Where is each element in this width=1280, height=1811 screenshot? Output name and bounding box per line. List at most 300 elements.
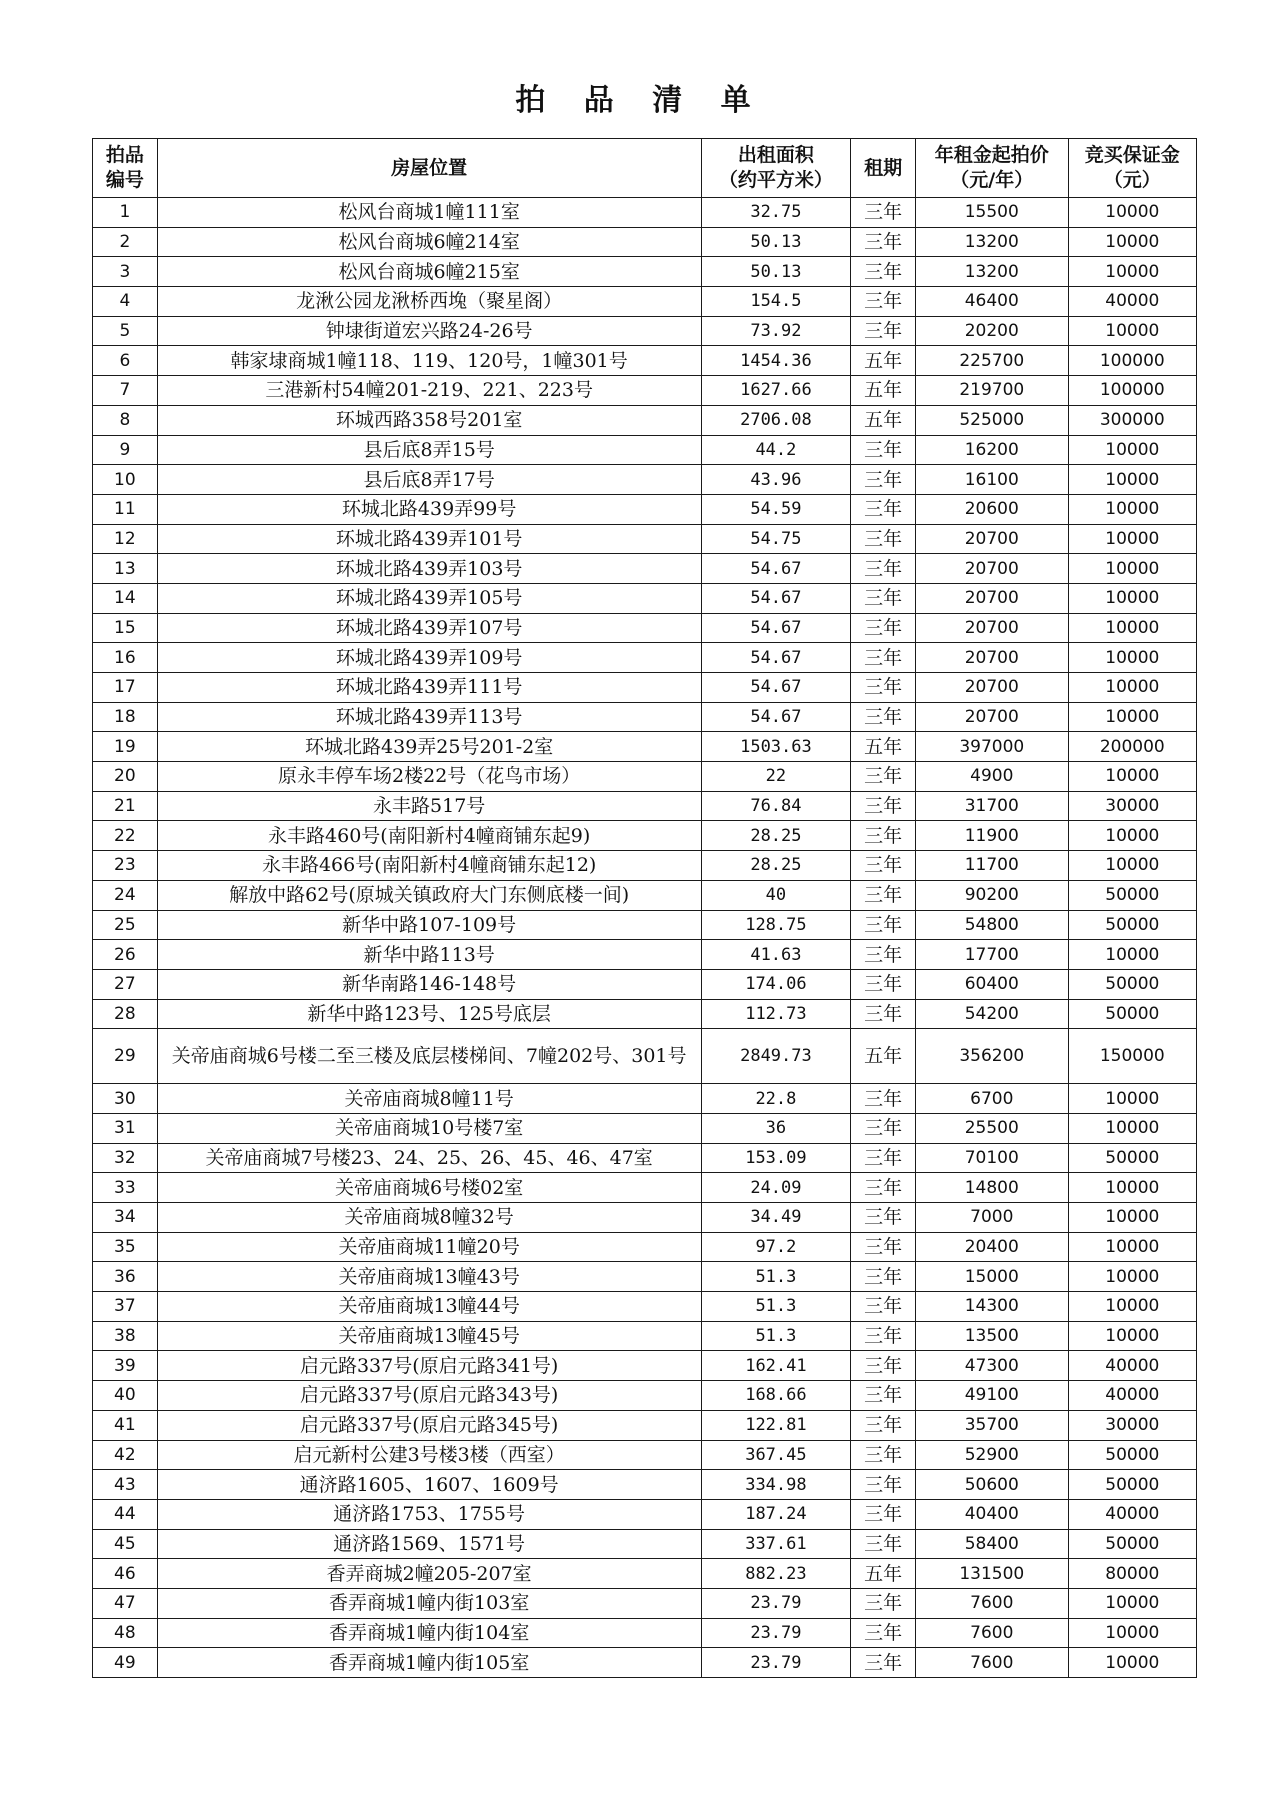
- cell-term: 五年: [851, 405, 916, 435]
- cell-term: 三年: [851, 880, 916, 910]
- cell-item-no: 37: [93, 1292, 158, 1322]
- cell-area: 24.09: [701, 1173, 851, 1203]
- cell-starting-rent: 525000: [915, 405, 1068, 435]
- cell-item-no: 31: [93, 1113, 158, 1143]
- table-row: [93, 1173, 1197, 1203]
- cell-item-no: 38: [93, 1321, 158, 1351]
- cell-term: 三年: [851, 1113, 916, 1143]
- cell-deposit: 10000: [1068, 1648, 1196, 1678]
- cell-deposit: 100000: [1068, 376, 1196, 406]
- cell-term: 三年: [851, 1173, 916, 1203]
- cell-location: 关帝庙商城8幢32号: [157, 1203, 701, 1233]
- cell-location: 通济路1569、1571号: [157, 1529, 701, 1559]
- cell-starting-rent: 50600: [915, 1470, 1068, 1500]
- cell-area: 54.67: [701, 583, 851, 613]
- cell-area: 41.63: [701, 940, 851, 970]
- cell-deposit: 10000: [1068, 673, 1196, 703]
- cell-location: 环城北路439弄99号: [157, 494, 701, 524]
- cell-item-no: 12: [93, 524, 158, 554]
- cell-term: 五年: [851, 346, 916, 376]
- table-body: [93, 198, 1197, 1678]
- cell-item-no: 42: [93, 1440, 158, 1470]
- cell-item-no: 19: [93, 732, 158, 762]
- cell-area: 112.73: [701, 999, 851, 1029]
- cell-starting-rent: 15000: [915, 1262, 1068, 1292]
- cell-area: 54.75: [701, 524, 851, 554]
- cell-deposit: 10000: [1068, 227, 1196, 257]
- cell-deposit: 50000: [1068, 1470, 1196, 1500]
- table-row: [93, 554, 1197, 584]
- column-header-location: 房屋位置: [157, 139, 701, 198]
- cell-deposit: 10000: [1068, 821, 1196, 851]
- cell-starting-rent: 16200: [915, 435, 1068, 465]
- table-row: [93, 465, 1197, 495]
- cell-starting-rent: 54200: [915, 999, 1068, 1029]
- cell-deposit: 50000: [1068, 999, 1196, 1029]
- table-row: [93, 198, 1197, 228]
- cell-term: 三年: [851, 1529, 916, 1559]
- table-row: [93, 1321, 1197, 1351]
- cell-item-no: 49: [93, 1648, 158, 1678]
- cell-term: 三年: [851, 465, 916, 495]
- table-row: [93, 1499, 1197, 1529]
- cell-item-no: 28: [93, 999, 158, 1029]
- cell-location: 关帝庙商城13幢44号: [157, 1292, 701, 1322]
- cell-location: 环城北路439弄109号: [157, 643, 701, 673]
- cell-term: 三年: [851, 851, 916, 881]
- column-header-starting-rent: 年租金起拍价 （元/年）: [915, 139, 1068, 198]
- cell-deposit: 10000: [1068, 435, 1196, 465]
- cell-area: 23.79: [701, 1588, 851, 1618]
- cell-term: 三年: [851, 524, 916, 554]
- cell-starting-rent: 4900: [915, 762, 1068, 792]
- cell-item-no: 27: [93, 969, 158, 999]
- cell-deposit: 30000: [1068, 1410, 1196, 1440]
- cell-area: 54.67: [701, 613, 851, 643]
- cell-deposit: 10000: [1068, 1618, 1196, 1648]
- cell-deposit: 10000: [1068, 1084, 1196, 1114]
- table-row: [93, 1113, 1197, 1143]
- cell-deposit: 50000: [1068, 880, 1196, 910]
- table-row: [93, 1559, 1197, 1589]
- table-row: [93, 1648, 1197, 1678]
- table-row: [93, 1410, 1197, 1440]
- cell-item-no: 4: [93, 287, 158, 317]
- cell-area: 23.79: [701, 1648, 851, 1678]
- cell-term: 三年: [851, 316, 916, 346]
- cell-starting-rent: 17700: [915, 940, 1068, 970]
- cell-area: 187.24: [701, 1499, 851, 1529]
- cell-deposit: 10000: [1068, 702, 1196, 732]
- cell-term: 三年: [851, 999, 916, 1029]
- cell-area: 54.67: [701, 554, 851, 584]
- cell-item-no: 35: [93, 1232, 158, 1262]
- cell-area: 2849.73: [701, 1029, 851, 1084]
- cell-area: 51.3: [701, 1292, 851, 1322]
- cell-area: 36: [701, 1113, 851, 1143]
- cell-location: 关帝庙商城6号楼二至三楼及底层楼梯间、7幢202号、301号: [157, 1029, 701, 1084]
- cell-location: 永丰路460号(南阳新村4幢商铺东起9): [157, 821, 701, 851]
- cell-item-no: 15: [93, 613, 158, 643]
- cell-location: 韩家埭商城1幢118、119、120号，1幢301号: [157, 346, 701, 376]
- table-row: [93, 969, 1197, 999]
- auction-items-table: [92, 138, 1197, 1678]
- cell-location: 关帝庙商城10号楼7室: [157, 1113, 701, 1143]
- cell-location: 通济路1753、1755号: [157, 1499, 701, 1529]
- table-row: [93, 1529, 1197, 1559]
- cell-term: 三年: [851, 583, 916, 613]
- cell-deposit: 10000: [1068, 198, 1196, 228]
- cell-starting-rent: 11700: [915, 851, 1068, 881]
- cell-area: 337.61: [701, 1529, 851, 1559]
- table-row: [93, 791, 1197, 821]
- cell-deposit: 10000: [1068, 940, 1196, 970]
- cell-starting-rent: 14800: [915, 1173, 1068, 1203]
- table-row: [93, 910, 1197, 940]
- cell-area: 73.92: [701, 316, 851, 346]
- cell-starting-rent: 20700: [915, 613, 1068, 643]
- table-row: [93, 702, 1197, 732]
- cell-deposit: 30000: [1068, 791, 1196, 821]
- cell-starting-rent: 13200: [915, 227, 1068, 257]
- cell-location: 永丰路466号(南阳新村4幢商铺东起12): [157, 851, 701, 881]
- cell-location: 关帝庙商城13幢43号: [157, 1262, 701, 1292]
- cell-term: 三年: [851, 940, 916, 970]
- cell-term: 三年: [851, 494, 916, 524]
- cell-item-no: 40: [93, 1381, 158, 1411]
- cell-starting-rent: 20700: [915, 554, 1068, 584]
- cell-term: 三年: [851, 198, 916, 228]
- cell-term: 三年: [851, 554, 916, 584]
- cell-deposit: 10000: [1068, 494, 1196, 524]
- cell-starting-rent: 47300: [915, 1351, 1068, 1381]
- cell-term: 三年: [851, 673, 916, 703]
- cell-deposit: 10000: [1068, 1203, 1196, 1233]
- table-row: [93, 346, 1197, 376]
- cell-starting-rent: 90200: [915, 880, 1068, 910]
- table-row: [93, 1618, 1197, 1648]
- cell-term: 三年: [851, 1143, 916, 1173]
- table-row: [93, 1351, 1197, 1381]
- cell-term: 三年: [851, 1203, 916, 1233]
- table-row: [93, 227, 1197, 257]
- cell-term: 三年: [851, 1470, 916, 1500]
- cell-starting-rent: 7600: [915, 1648, 1068, 1678]
- cell-location: 香弄商城1幢内街105室: [157, 1648, 701, 1678]
- cell-term: 三年: [851, 1381, 916, 1411]
- cell-term: 三年: [851, 821, 916, 851]
- cell-starting-rent: 20700: [915, 673, 1068, 703]
- cell-location: 环城北路439弄107号: [157, 613, 701, 643]
- cell-location: 通济路1605、1607、1609号: [157, 1470, 701, 1500]
- cell-location: 香弄商城2幢205-207室: [157, 1559, 701, 1589]
- cell-area: 76.84: [701, 791, 851, 821]
- table-row: [93, 1203, 1197, 1233]
- cell-location: 环城北路439弄105号: [157, 583, 701, 613]
- cell-term: 五年: [851, 1559, 916, 1589]
- cell-location: 新华中路113号: [157, 940, 701, 970]
- table-row: [93, 405, 1197, 435]
- cell-location: 县后底8弄15号: [157, 435, 701, 465]
- cell-term: 三年: [851, 1410, 916, 1440]
- cell-location: 启元新村公建3号楼3楼（西室）: [157, 1440, 701, 1470]
- cell-area: 97.2: [701, 1232, 851, 1262]
- cell-term: 三年: [851, 1618, 916, 1648]
- table-row: [93, 1262, 1197, 1292]
- cell-item-no: 25: [93, 910, 158, 940]
- cell-starting-rent: 31700: [915, 791, 1068, 821]
- cell-starting-rent: 20700: [915, 643, 1068, 673]
- cell-deposit: 10000: [1068, 583, 1196, 613]
- cell-item-no: 45: [93, 1529, 158, 1559]
- cell-location: 环城西路358号201室: [157, 405, 701, 435]
- cell-term: 三年: [851, 1588, 916, 1618]
- cell-term: 三年: [851, 1351, 916, 1381]
- cell-area: 54.67: [701, 673, 851, 703]
- cell-deposit: 10000: [1068, 1173, 1196, 1203]
- cell-item-no: 23: [93, 851, 158, 881]
- cell-location: 新华南路146-148号: [157, 969, 701, 999]
- cell-area: 1627.66: [701, 376, 851, 406]
- cell-item-no: 22: [93, 821, 158, 851]
- cell-starting-rent: 49100: [915, 1381, 1068, 1411]
- cell-deposit: 10000: [1068, 643, 1196, 673]
- cell-deposit: 200000: [1068, 732, 1196, 762]
- cell-item-no: 1: [93, 198, 158, 228]
- cell-area: 168.66: [701, 1381, 851, 1411]
- cell-area: 23.79: [701, 1618, 851, 1648]
- cell-location: 新华中路123号、125号底层: [157, 999, 701, 1029]
- cell-deposit: 50000: [1068, 969, 1196, 999]
- cell-term: 三年: [851, 1292, 916, 1322]
- cell-location: 三港新村54幢201-219、221、223号: [157, 376, 701, 406]
- cell-item-no: 13: [93, 554, 158, 584]
- cell-deposit: 40000: [1068, 1351, 1196, 1381]
- cell-starting-rent: 15500: [915, 198, 1068, 228]
- cell-starting-rent: 20700: [915, 702, 1068, 732]
- cell-starting-rent: 20600: [915, 494, 1068, 524]
- cell-deposit: 50000: [1068, 1143, 1196, 1173]
- cell-location: 解放中路62号(原城关镇政府大门东侧底楼一间): [157, 880, 701, 910]
- cell-starting-rent: 40400: [915, 1499, 1068, 1529]
- cell-starting-rent: 397000: [915, 732, 1068, 762]
- cell-item-no: 17: [93, 673, 158, 703]
- table-row: [93, 762, 1197, 792]
- cell-item-no: 29: [93, 1029, 158, 1084]
- table-row: [93, 613, 1197, 643]
- cell-deposit: 50000: [1068, 910, 1196, 940]
- cell-item-no: 47: [93, 1588, 158, 1618]
- table-row: [93, 1143, 1197, 1173]
- cell-item-no: 6: [93, 346, 158, 376]
- cell-term: 五年: [851, 376, 916, 406]
- cell-location: 启元路337号(原启元路343号): [157, 1381, 701, 1411]
- cell-term: 五年: [851, 732, 916, 762]
- cell-item-no: 3: [93, 257, 158, 287]
- cell-location: 关帝庙商城7号楼23、24、25、26、45、46、47室: [157, 1143, 701, 1173]
- cell-starting-rent: 20700: [915, 583, 1068, 613]
- cell-location: 环城北路439弄111号: [157, 673, 701, 703]
- table-row: [93, 1232, 1197, 1262]
- cell-area: 54.59: [701, 494, 851, 524]
- cell-term: 三年: [851, 1440, 916, 1470]
- cell-item-no: 30: [93, 1084, 158, 1114]
- cell-deposit: 10000: [1068, 1292, 1196, 1322]
- cell-item-no: 8: [93, 405, 158, 435]
- table-row: [93, 940, 1197, 970]
- cell-location: 环城北路439弄103号: [157, 554, 701, 584]
- column-header-term: 租期: [851, 139, 916, 198]
- cell-location: 启元路337号(原启元路341号): [157, 1351, 701, 1381]
- cell-item-no: 39: [93, 1351, 158, 1381]
- cell-starting-rent: 6700: [915, 1084, 1068, 1114]
- cell-starting-rent: 225700: [915, 346, 1068, 376]
- cell-starting-rent: 70100: [915, 1143, 1068, 1173]
- cell-term: 三年: [851, 257, 916, 287]
- cell-deposit: 300000: [1068, 405, 1196, 435]
- cell-location: 松风台商城6幢214室: [157, 227, 701, 257]
- cell-term: 三年: [851, 643, 916, 673]
- cell-location: 香弄商城1幢内街104室: [157, 1618, 701, 1648]
- cell-area: 28.25: [701, 821, 851, 851]
- table-row: [93, 1440, 1197, 1470]
- table-row: [93, 435, 1197, 465]
- cell-item-no: 14: [93, 583, 158, 613]
- cell-location: 钟埭街道宏兴路24-26号: [157, 316, 701, 346]
- cell-item-no: 10: [93, 465, 158, 495]
- cell-item-no: 48: [93, 1618, 158, 1648]
- cell-deposit: 80000: [1068, 1559, 1196, 1589]
- cell-deposit: 50000: [1068, 1529, 1196, 1559]
- cell-item-no: 24: [93, 880, 158, 910]
- cell-item-no: 41: [93, 1410, 158, 1440]
- cell-area: 882.23: [701, 1559, 851, 1589]
- cell-starting-rent: 13200: [915, 257, 1068, 287]
- cell-item-no: 34: [93, 1203, 158, 1233]
- cell-item-no: 46: [93, 1559, 158, 1589]
- cell-item-no: 5: [93, 316, 158, 346]
- cell-item-no: 33: [93, 1173, 158, 1203]
- cell-area: 122.81: [701, 1410, 851, 1440]
- cell-location: 关帝庙商城13幢45号: [157, 1321, 701, 1351]
- cell-area: 22: [701, 762, 851, 792]
- cell-area: 128.75: [701, 910, 851, 940]
- cell-location: 龙湫公园龙湫桥西堍（聚星阁）: [157, 287, 701, 317]
- cell-item-no: 26: [93, 940, 158, 970]
- cell-item-no: 7: [93, 376, 158, 406]
- cell-item-no: 2: [93, 227, 158, 257]
- cell-location: 原永丰停车场2楼22号（花鸟市场）: [157, 762, 701, 792]
- cell-area: 43.96: [701, 465, 851, 495]
- cell-location: 启元路337号(原启元路345号): [157, 1410, 701, 1440]
- table-row: [93, 851, 1197, 881]
- cell-area: 51.3: [701, 1321, 851, 1351]
- cell-area: 2706.08: [701, 405, 851, 435]
- cell-item-no: 32: [93, 1143, 158, 1173]
- cell-area: 367.45: [701, 1440, 851, 1470]
- cell-location: 环城北路439弄25号201-2室: [157, 732, 701, 762]
- cell-area: 153.09: [701, 1143, 851, 1173]
- cell-area: 32.75: [701, 198, 851, 228]
- cell-area: 334.98: [701, 1470, 851, 1500]
- cell-term: 三年: [851, 969, 916, 999]
- cell-term: 三年: [851, 435, 916, 465]
- cell-deposit: 40000: [1068, 1381, 1196, 1411]
- cell-deposit: 10000: [1068, 554, 1196, 584]
- cell-area: 162.41: [701, 1351, 851, 1381]
- cell-term: 三年: [851, 1648, 916, 1678]
- cell-starting-rent: 20700: [915, 524, 1068, 554]
- table-row: [93, 643, 1197, 673]
- cell-starting-rent: 7000: [915, 1203, 1068, 1233]
- column-header-area: 出租面积 （约平方米）: [701, 139, 851, 198]
- cell-term: 三年: [851, 762, 916, 792]
- cell-deposit: 10000: [1068, 257, 1196, 287]
- cell-term: 三年: [851, 613, 916, 643]
- cell-starting-rent: 20400: [915, 1232, 1068, 1262]
- cell-item-no: 21: [93, 791, 158, 821]
- cell-deposit: 40000: [1068, 287, 1196, 317]
- cell-deposit: 10000: [1068, 1232, 1196, 1262]
- table-row: [93, 583, 1197, 613]
- cell-deposit: 10000: [1068, 1113, 1196, 1143]
- cell-item-no: 18: [93, 702, 158, 732]
- cell-starting-rent: 11900: [915, 821, 1068, 851]
- cell-term: 三年: [851, 1232, 916, 1262]
- cell-term: 三年: [851, 1321, 916, 1351]
- cell-term: 三年: [851, 910, 916, 940]
- cell-area: 1503.63: [701, 732, 851, 762]
- cell-starting-rent: 13500: [915, 1321, 1068, 1351]
- cell-location: 松风台商城6幢215室: [157, 257, 701, 287]
- cell-area: 28.25: [701, 851, 851, 881]
- cell-deposit: 10000: [1068, 465, 1196, 495]
- table-row: [93, 880, 1197, 910]
- table-row: [93, 257, 1197, 287]
- cell-item-no: 11: [93, 494, 158, 524]
- cell-location: 松风台商城1幢111室: [157, 198, 701, 228]
- cell-item-no: 20: [93, 762, 158, 792]
- cell-deposit: 10000: [1068, 1321, 1196, 1351]
- cell-location: 环城北路439弄101号: [157, 524, 701, 554]
- cell-location: 关帝庙商城8幢11号: [157, 1084, 701, 1114]
- cell-term: 三年: [851, 702, 916, 732]
- cell-starting-rent: 219700: [915, 376, 1068, 406]
- table-row: [93, 1381, 1197, 1411]
- cell-deposit: 10000: [1068, 524, 1196, 554]
- table-row: [93, 287, 1197, 317]
- cell-term: 三年: [851, 791, 916, 821]
- table-row: [93, 524, 1197, 554]
- table-row: [93, 316, 1197, 346]
- table-header-row: [93, 139, 1197, 198]
- table-row: [93, 376, 1197, 406]
- cell-term: 三年: [851, 227, 916, 257]
- cell-item-no: 9: [93, 435, 158, 465]
- cell-starting-rent: 16100: [915, 465, 1068, 495]
- cell-deposit: 10000: [1068, 851, 1196, 881]
- cell-item-no: 44: [93, 1499, 158, 1529]
- cell-starting-rent: 131500: [915, 1559, 1068, 1589]
- table-row: [93, 494, 1197, 524]
- cell-deposit: 10000: [1068, 1262, 1196, 1292]
- cell-area: 50.13: [701, 227, 851, 257]
- table-row: [93, 1029, 1197, 1084]
- table-row: [93, 1292, 1197, 1322]
- cell-location: 新华中路107-109号: [157, 910, 701, 940]
- table-row: [93, 999, 1197, 1029]
- cell-area: 54.67: [701, 702, 851, 732]
